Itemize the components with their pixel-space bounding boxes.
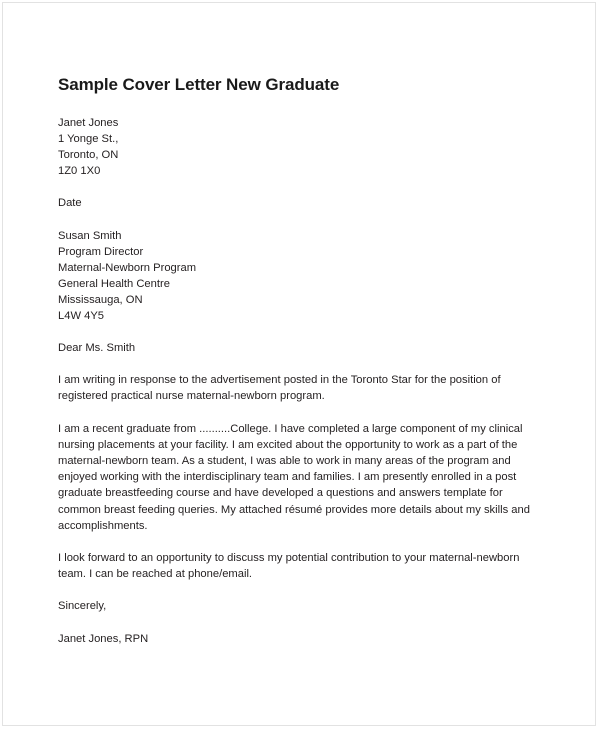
closing: Sincerely, [58, 600, 107, 613]
recipient-line: Program Director [58, 246, 144, 258]
date-placeholder: Date [58, 197, 82, 209]
spacer-before-paragraph-2 [58, 405, 548, 421]
recipient-line: Maternal-Newborn Program [58, 262, 197, 274]
sender-line: Toronto, ON [58, 149, 119, 161]
spacer-before-paragraph-3 [58, 534, 548, 550]
sender-line: 1Z0 1X0 [58, 165, 101, 177]
spacer-before-recipient [58, 211, 548, 228]
spacer-before-date [58, 179, 548, 195]
sender-address-block [58, 115, 548, 179]
spacer-before-salutation [58, 324, 548, 340]
letter-content [58, 3, 548, 647]
recipient-line: Mississauga, ON [58, 294, 143, 306]
date-block [58, 195, 548, 211]
recipient-address-block [58, 228, 548, 324]
spacer-after-title [58, 95, 548, 115]
body-paragraph: I am writing in response to the advertisement posted in the Toronto Star for the position of registered practical nurse maternal-newborn program. [58, 374, 501, 403]
body-paragraph: I am a recent graduate from ..........College. I have completed a large component of my clinical nursing placements at your facility. I am excited about the opportunity to work as a part of the maternal-newborn team. As a student, I was able to work in many areas of the program and enjoyed working with the interdisciplinary team and families. I am presently enrolled in a post graduate breastfeeding course and have developed a questions and answers template for common breast feeding queries. My attached résumé provides more details about my skills and accomplishments. [58, 422, 530, 532]
sender-line: 1 Yonge St., [58, 133, 119, 145]
page-title: Sample Cover Letter New Graduate [58, 75, 340, 94]
body-paragraph: I look forward to an opportunity to discuss my potential contribution to your maternal-newborn team. I can be reached at phone/email. [58, 552, 520, 581]
spacer-before-paragraph-1 [58, 356, 548, 372]
recipient-line: General Health Centre [58, 278, 170, 290]
signature: Janet Jones, RPN [58, 632, 149, 645]
salutation: Dear Ms. Smith [58, 342, 136, 354]
spacer-before-signature [58, 615, 548, 631]
recipient-line: L4W 4Y5 [58, 310, 105, 322]
letter-page [2, 2, 596, 726]
sender-line: Janet Jones [58, 117, 119, 129]
recipient-line: Susan Smith [58, 230, 122, 242]
spacer-before-closing [58, 582, 548, 598]
